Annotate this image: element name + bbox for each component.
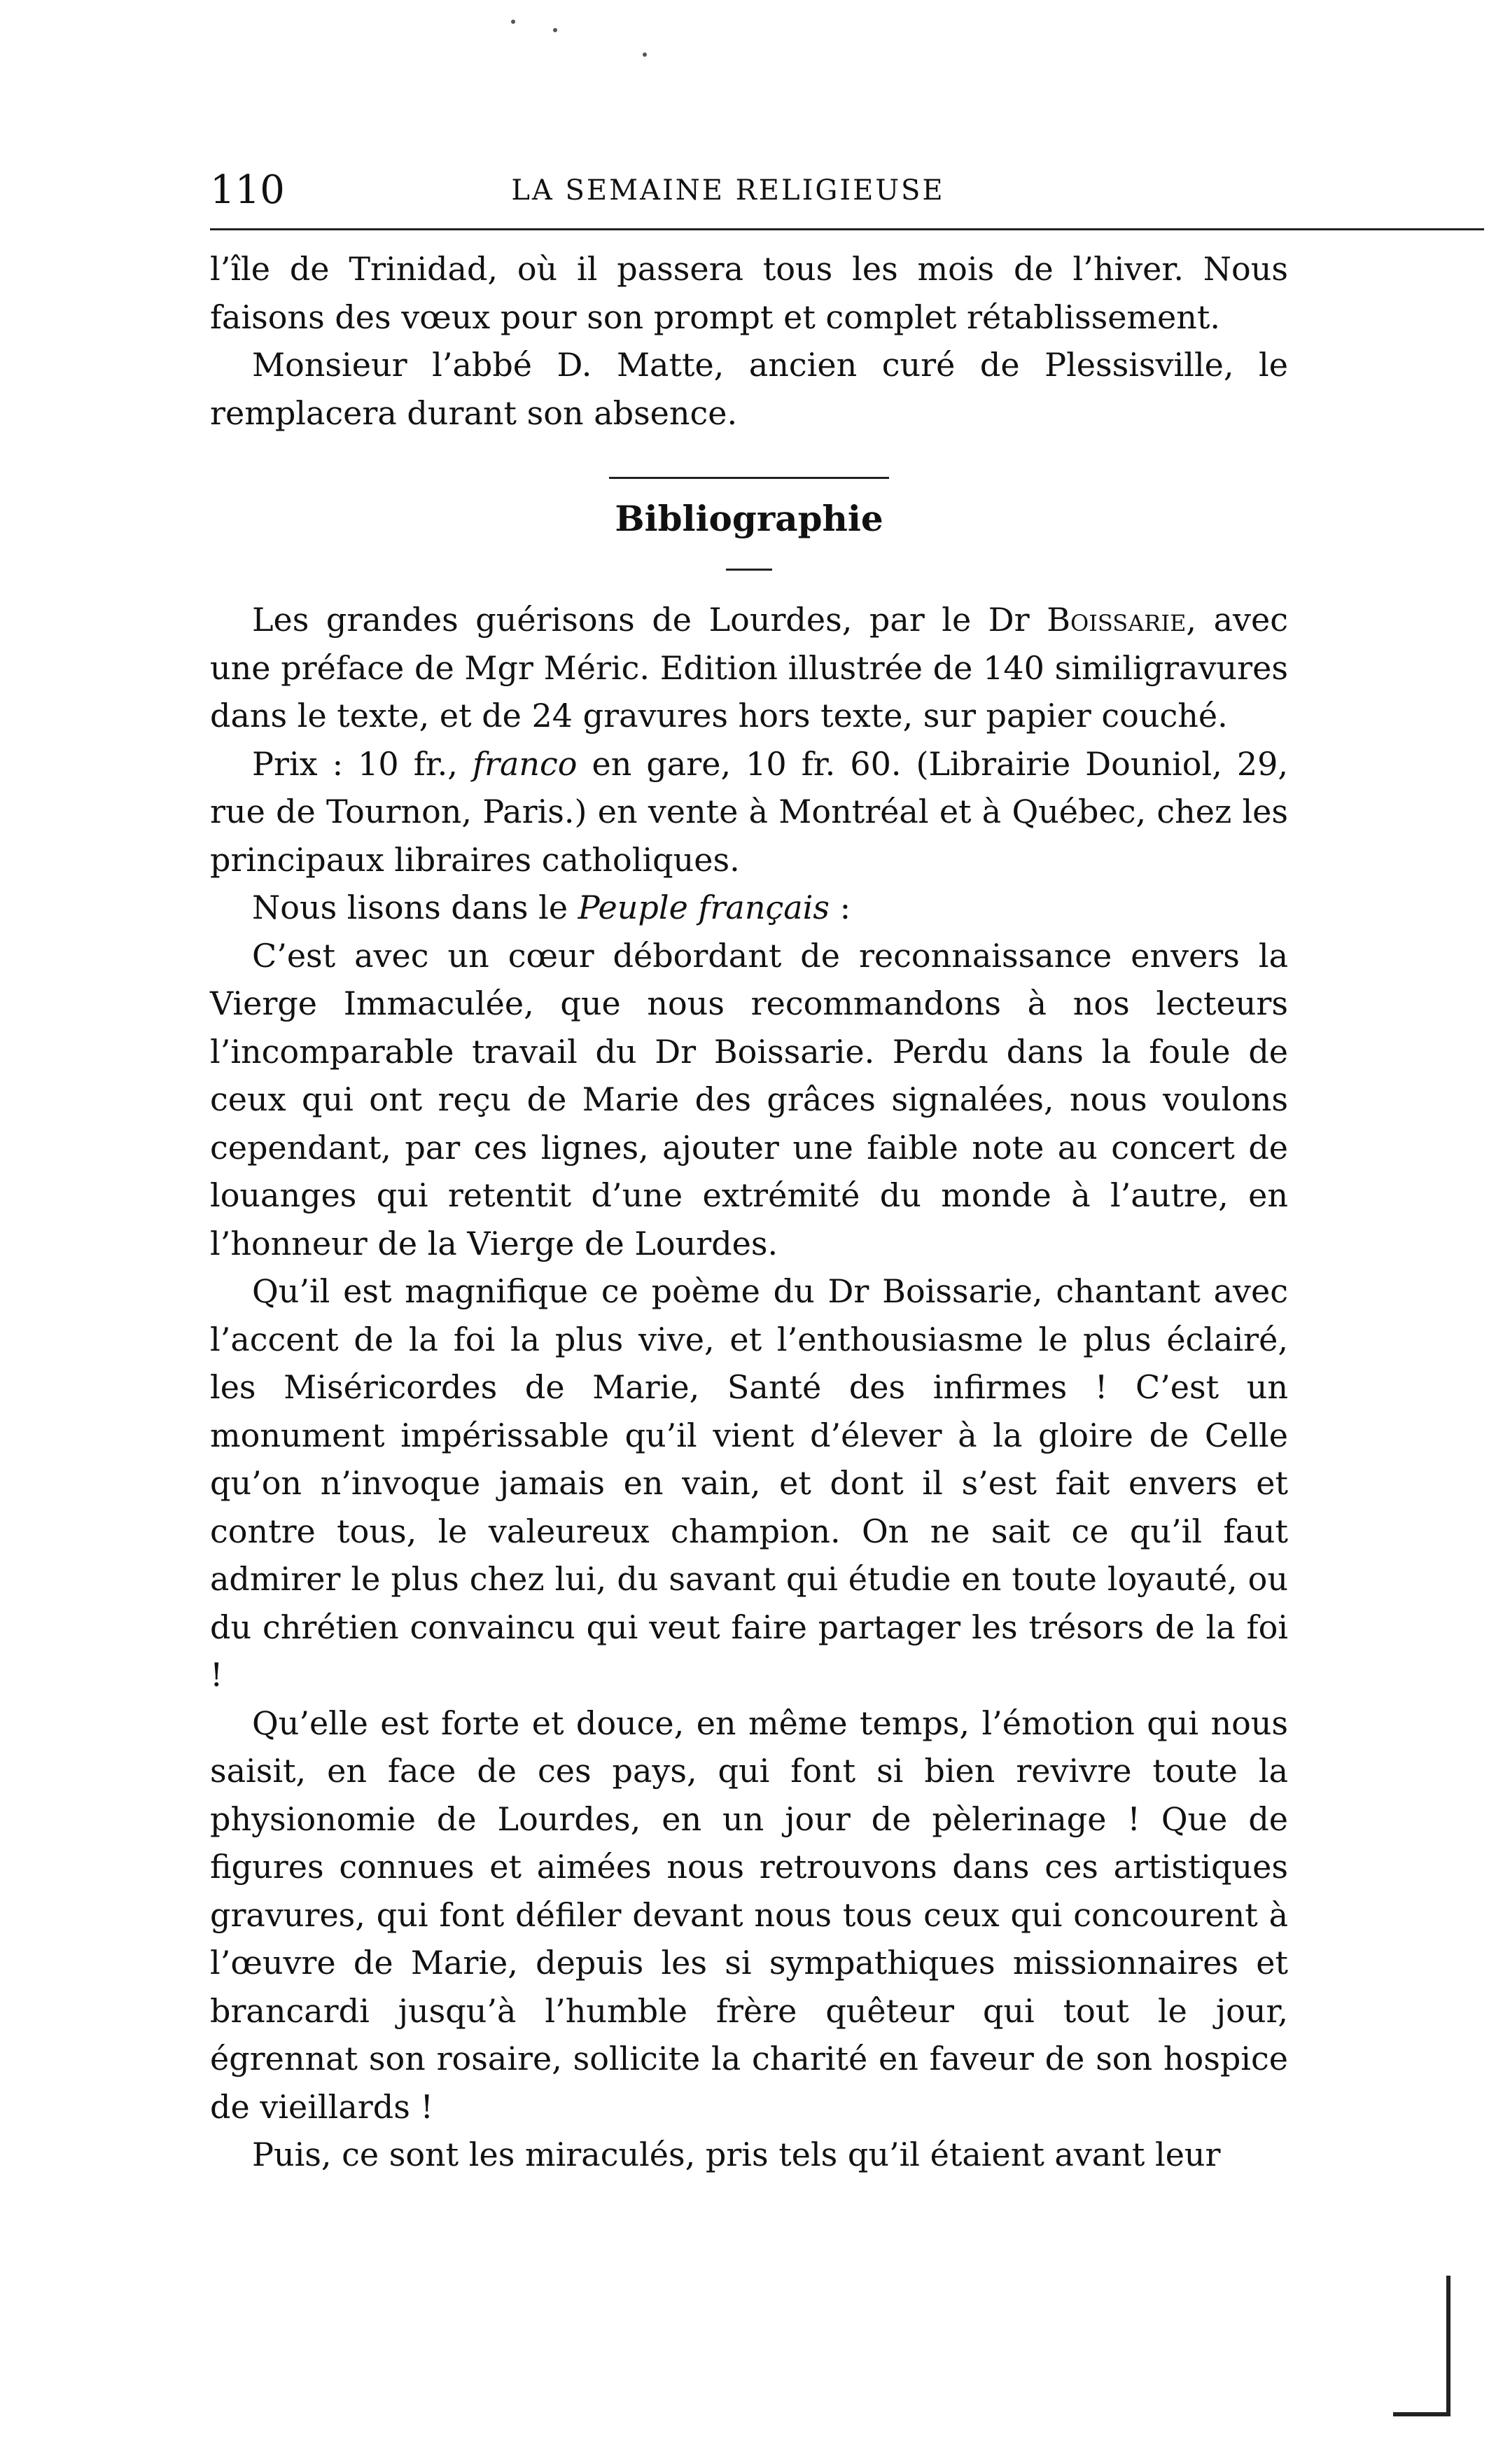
paragraph-quote-4: Puis, ce sont les miraculés, pris tels qu’il étaient avant leur <box>252 2136 1221 2173</box>
paragraph-replacement-note: Monsieur l’abbé D. Matte, ancien curé de Plessisville, le remplacera durant son absence. <box>210 346 1288 432</box>
header-rule <box>210 228 1484 230</box>
price-start: Prix : 10 fr., <box>252 744 473 783</box>
scan-speck <box>553 28 557 32</box>
title-underline <box>726 569 772 571</box>
page-header <box>210 162 1246 218</box>
franco-term: franco <box>472 744 578 783</box>
body-text <box>210 245 1288 2179</box>
scan-speck <box>643 53 647 57</box>
paragraph-quote-2: Qu’il est magnifique ce poème du Dr Boissarie, chantant avec l’accent de la foi la plus vive, et l’enthousiasme le plus éclairé, les Miséricordes de Marie, Santé des infirmes ! C’est un monument impérissable qu’il vient d’élever à la gloire de Celle qu’on n’invoque jamais en vain, et dont il s’est fait envers et contre tous, le valeureux champion. On ne sait ce qu’il faut admirer le plus chez lui, du savant qui étudie en toute loyauté, ou du chrétien convaincu qui veut faire partager les trésors de la foi ! <box>210 1272 1288 1694</box>
section-title: Bibliographie <box>615 498 883 539</box>
page-number: 110 <box>210 167 285 213</box>
scan-speck <box>511 20 515 24</box>
paragraph-quote-3: Qu’elle est forte et douce, en même temps, l’émotion qui nous saisit, en face de ces pays, qui font si bien revivre toute la physionomie de Lourdes, en un jour de pèlerinage ! Que de figures connues et aimées nous retrouvons dans ces artistiques gravures, qui font défiler devant nous tous ceux qui concourent à l’œuvre de Marie, depuis les si sympathiques missionnaires et brancardi jusqu’à l’humble frère quêteur qui tout le jour, égrennat son rosaire, sollicite la charité en faveur de son hospice de vieillards ! <box>210 1704 1288 2126</box>
book-description-start: Les grandes guérisons de Lourdes, par le Dr <box>252 601 1047 639</box>
margin-mark-foot <box>1393 2412 1450 2416</box>
quote-intro-start: Nous lisons dans le <box>252 889 578 926</box>
newspaper-name: Peuple français <box>578 889 830 926</box>
margin-mark <box>1446 2276 1450 2416</box>
paragraph-continuation: l’île de Trinidad, où il passera tous les mois de l’hiver. Nous faisons des vœux pour son prompt et complet rétablissement. <box>210 250 1288 336</box>
paragraph-quote-1: C’est avec un cœur débordant de reconnaissance envers la Vierge Immaculée, que nous recommandons à nos lecteurs l’incomparable travail du Dr Boissarie. Perdu dans la foule de ceux qui ont reçu de Marie des grâces signalées, nous voulons cependant, par ces lignes, ajouter une faible note au concert de louanges qui retentit d’une extrémité du monde à l’autre, en l’honneur de la Vierge de Lourdes. <box>210 936 1288 1262</box>
book-description-end: , avec une préface de Mgr Méric. Edition illustrée de 140 similigravures dans le texte, et de 24 gravures hors texte, sur papier couché. <box>210 601 1288 735</box>
running-title: LA SEMAINE RELIGIEUSE <box>511 174 945 207</box>
author-name: Boissarie <box>1047 601 1187 639</box>
paragraph-price <box>210 740 1288 884</box>
quote-intro-end: : <box>829 889 851 926</box>
section-divider <box>609 477 889 479</box>
paragraph-quote-intro <box>210 884 1288 932</box>
price-end: en gare, 10 fr. 60. (Librairie Douniol, 29, rue de Tournon, Paris.) en vente à Montréal et à Québec, chez les principaux libraires catholiques. <box>210 744 1288 879</box>
paragraph-book-description <box>210 596 1288 740</box>
